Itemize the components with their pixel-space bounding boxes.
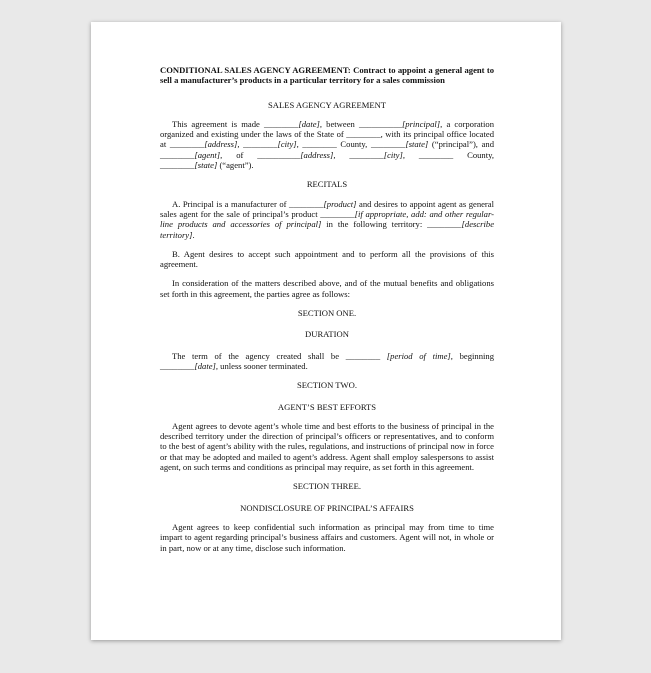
duration-text: , beginning ________: [160, 350, 494, 371]
placeholder-additional-products: [if appropriate, add: and other regular-line products and accessories of principal]: [160, 208, 494, 230]
intro-text: , ________: [237, 139, 278, 150]
heading-nondisclosure: NONDISCLOSURE OF PRINCIPAL’S AFFAIRS: [240, 502, 414, 513]
heading-section-one: SECTION ONE.: [297, 308, 357, 319]
intro-text: (“principal”), and ________: [160, 139, 495, 160]
document-page: [91, 22, 561, 640]
heading-section-three: SECTION THREE.: [292, 481, 362, 492]
nondisclosure-paragraph: Agent agrees to keep confidential such information as principal may from time to time impart to agent regarding principal’s business affairs and customers. Agent will not, in whole or in part, now or at any time, disclose such information.: [160, 521, 494, 553]
placeholder-period: [period of time]: [386, 350, 451, 361]
heading-section-two: SECTION TWO.: [297, 380, 357, 391]
intro-text: , of __________: [220, 149, 301, 160]
duration-text: The term of the agency created shall be ________: [172, 350, 387, 361]
recital-text: and desires to appoint agent as general sales agent for the sale of principal’s product ________: [160, 198, 494, 219]
placeholder-address: [address]: [204, 139, 238, 150]
intro-text: , ________ County, ________: [296, 139, 406, 150]
placeholder-address: [address]: [300, 149, 334, 160]
recital-text: in the following territory: ________: [321, 219, 462, 230]
placeholder-city: [city]: [277, 139, 297, 150]
intro-text: , a corporation organized and existing under the laws of the State of ________, with its principal office located at ________: [160, 118, 495, 150]
placeholder-state: [state]: [405, 139, 429, 150]
placeholder-agent: [agent]: [194, 149, 221, 160]
intro-paragraph: [160, 119, 494, 170]
document-body: [160, 65, 494, 562]
placeholder-state: [state]: [194, 160, 218, 171]
intro-text: This agreement is made ________: [172, 118, 299, 129]
intro-text: , between __________: [319, 118, 402, 129]
heading-best-efforts: AGENT’S BEST EFFORTS: [277, 401, 377, 412]
heading-sales-agency-agreement: SALES AGENCY AGREEMENT: [267, 99, 387, 110]
recital-text: .: [192, 229, 195, 240]
document-title: CONDITIONAL SALES AGENCY AGREEMENT: Contract to appoint a general agent to sell a manufacturer’s products in a particular territory for a sales commission: [160, 65, 494, 86]
intro-text: , ________: [333, 149, 384, 160]
best-efforts-paragraph: Agent agrees to devote agent’s whole time and best efforts to the business of principal in the described territory under the direction of principal’s officers or representatives, and to conform to the best of agent’s ability with the rules, regulations, and instructions of principal now in force or that may be adopted and mailed to agent’s address. Agent shall employ salespersons to assist agent, on such terms and conditions as principal may require, as set forth in this agreement.: [160, 420, 494, 473]
placeholder-date: [date]: [194, 360, 216, 371]
heading-recitals: RECITALS: [306, 179, 348, 190]
heading-duration: DURATION: [305, 329, 349, 340]
placeholder-principal: [principal]: [401, 118, 441, 129]
placeholder-product: [product]: [323, 198, 357, 209]
recital-a: [160, 199, 494, 240]
intro-text: (“agent”).: [217, 160, 254, 171]
placeholder-city: [city]: [383, 149, 403, 160]
recital-text: A. Principal is a manufacturer of ________: [172, 198, 324, 209]
intro-text: , ________ County, ________: [160, 149, 494, 171]
consideration-paragraph: In consideration of the matters described above, and of the mutual benefits and obligations set forth in this agreement, the parties agree as follows:: [160, 278, 494, 299]
recital-b: B. Agent desires to accept such appointment and to perform all the provisions of this agreement.: [160, 248, 494, 270]
duration-text: , unless sooner terminated.: [215, 360, 308, 371]
duration-paragraph: [160, 351, 494, 372]
placeholder-territory: [describe territory]: [160, 219, 495, 240]
placeholder-date: [date]: [298, 118, 320, 129]
